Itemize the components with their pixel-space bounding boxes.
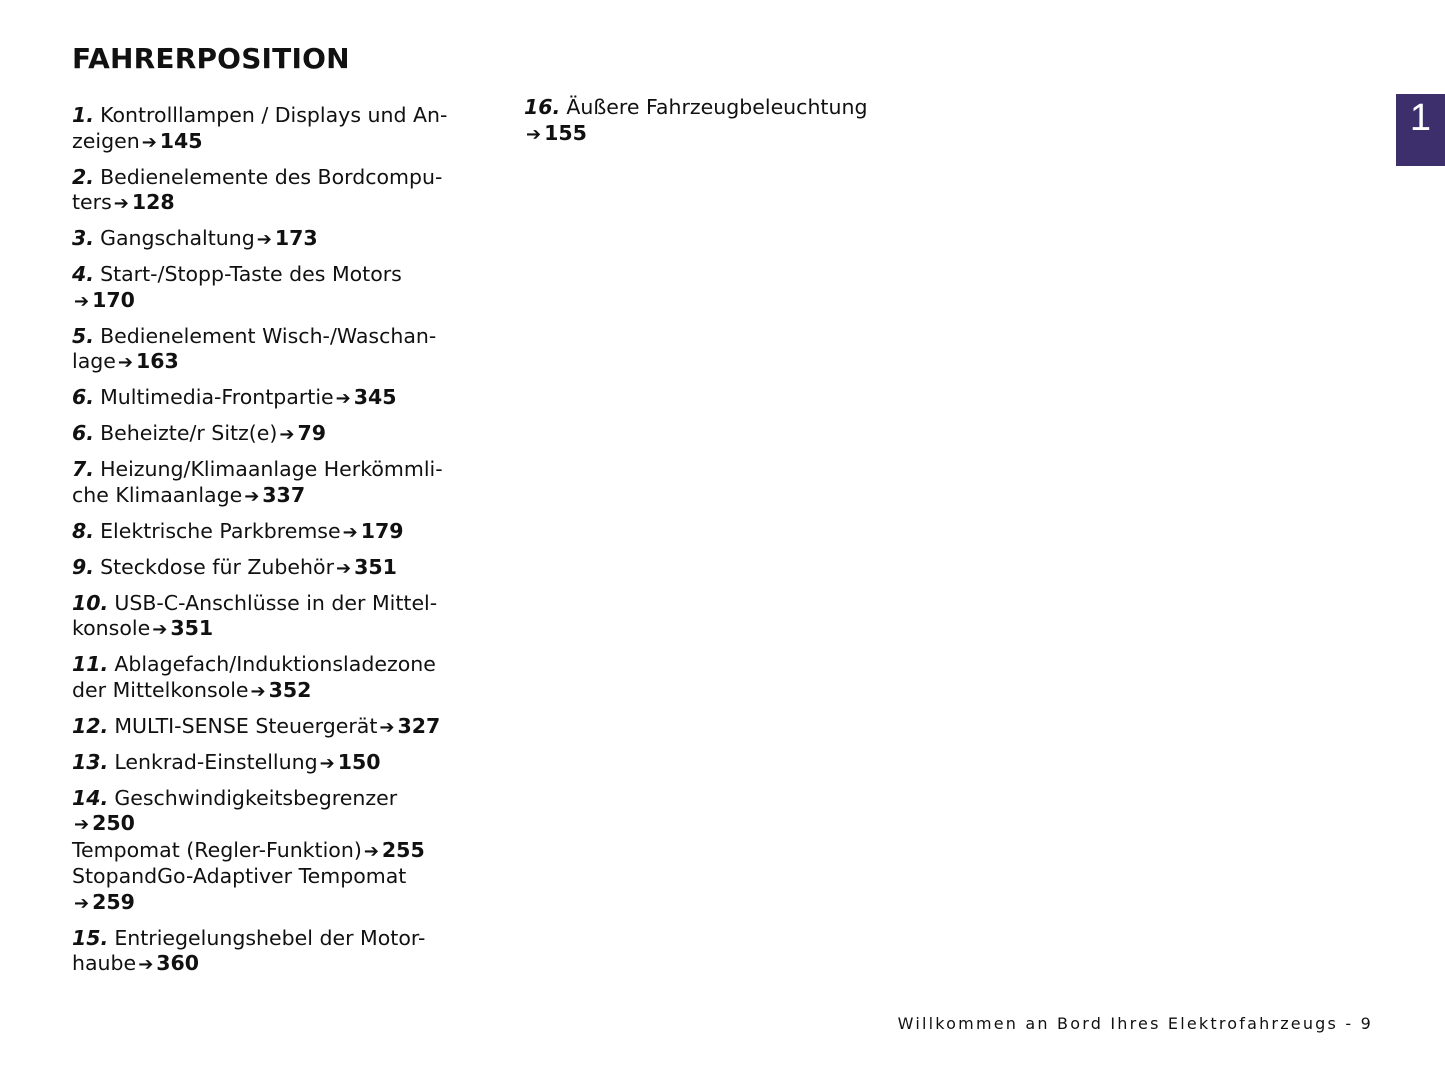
entry-number: 7.	[72, 457, 95, 481]
arrow-right-icon: ➔	[335, 388, 351, 409]
page-reference[interactable]: 337	[262, 482, 306, 507]
page-reference[interactable]: 255	[381, 837, 425, 862]
page-reference[interactable]: 345	[353, 385, 397, 409]
page-reference[interactable]: 351	[354, 554, 397, 579]
legend-entry-line	[72, 129, 482, 156]
entry-text: Multimedia-Frontpartie	[100, 385, 334, 409]
legend-entry-line	[72, 262, 482, 288]
legend-entry	[72, 385, 482, 412]
entry-text: Lenkrad-Einstellung	[114, 749, 318, 774]
arrow-right-icon: ➔	[117, 352, 133, 373]
entry-text: Steckdose für Zubehör	[100, 554, 335, 579]
legend-entry-line	[72, 786, 482, 812]
page-reference[interactable]: 170	[92, 287, 135, 312]
entry-text: Entriegelungshebel der Motor-	[114, 925, 426, 950]
entry-number: 5.	[72, 323, 95, 348]
entry-text: konsole	[72, 616, 151, 640]
arrow-right-icon: ➔	[250, 680, 266, 702]
page-reference[interactable]: 179	[360, 518, 404, 543]
page-reference[interactable]: 155	[544, 120, 587, 145]
legend-entry	[72, 652, 482, 704]
entry-text: Äußere Fahrzeugbeleuchtung	[566, 95, 868, 119]
entry-text: StopandGo-Adaptiver Tempomat	[72, 864, 407, 888]
page-reference[interactable]: 79	[297, 421, 327, 445]
arrow-right-icon: ➔	[152, 619, 168, 640]
legend-entry-line	[72, 678, 482, 705]
entry-text: Gangschaltung	[100, 226, 255, 250]
legend-entry-line	[72, 483, 482, 510]
legend-entry-line	[72, 385, 482, 412]
arrow-right-icon: ➔	[113, 193, 129, 214]
entry-text: Start-/Stopp-Taste des Motors	[100, 262, 402, 286]
entry-number: 14.	[72, 785, 109, 810]
legend-entry	[72, 421, 482, 448]
entry-number: 4.	[72, 262, 95, 286]
legend-entry-line	[72, 288, 482, 315]
arrow-right-icon: ➔	[74, 814, 90, 835]
entry-number: 9.	[72, 554, 95, 579]
legend-entry-line	[524, 95, 944, 121]
legend-entry-line	[72, 457, 482, 483]
legend-entry-line	[72, 714, 482, 741]
arrow-right-icon: ➔	[74, 892, 90, 914]
entry-text: ters	[72, 190, 112, 214]
legend-entry-line	[72, 421, 482, 448]
entry-number: 6.	[72, 421, 95, 445]
entry-text: USB-C-Anschlüsse in der Mittel-	[114, 590, 438, 615]
entry-number: 16.	[524, 95, 561, 119]
page-footer: Willkommen an Bord Ihres Elektrofahrzeugs - 9	[897, 1014, 1373, 1033]
legend-entry	[72, 262, 482, 314]
arrow-right-icon: ➔	[74, 290, 90, 312]
entry-number: 2.	[72, 164, 95, 189]
entry-number: 11.	[72, 652, 109, 676]
legend-entry	[72, 226, 482, 253]
page-reference[interactable]: 250	[92, 811, 135, 835]
arrow-right-icon: ➔	[342, 521, 358, 543]
legend-entry-line	[72, 890, 482, 917]
legend-entry-line	[72, 165, 482, 191]
entry-text: MULTI-SENSE Steuergerät	[114, 713, 378, 738]
legend-entry	[72, 324, 482, 376]
arrow-right-icon: ➔	[319, 752, 335, 774]
legend-entry-line	[72, 591, 482, 617]
arrow-right-icon: ➔	[141, 131, 157, 153]
arrow-right-icon: ➔	[244, 485, 260, 507]
entry-text: der Mittelkonsole	[72, 677, 249, 702]
legend-entry-line	[72, 811, 482, 838]
legend-entry-line	[72, 864, 482, 890]
entry-number: 10.	[72, 590, 109, 615]
entry-text: che Klimaanlage	[72, 482, 243, 507]
legend-entry	[524, 95, 944, 147]
legend-entry-line	[72, 190, 482, 217]
legend-entry	[72, 519, 482, 546]
legend-entry	[72, 165, 482, 217]
page-reference[interactable]: 351	[170, 616, 214, 640]
legend-entry-line	[72, 652, 482, 678]
legend-entry	[72, 750, 482, 777]
entry-text: Bedienelemente des Bordcompu-	[100, 164, 443, 189]
arrow-right-icon: ➔	[138, 954, 154, 975]
arrow-right-icon: ➔	[379, 716, 395, 738]
entry-text: Tempomat (Regler-Funktion)	[72, 837, 362, 862]
arrow-right-icon: ➔	[279, 424, 295, 445]
arrow-right-icon: ➔	[363, 840, 379, 862]
legend-entry-line	[72, 616, 482, 643]
entry-text: Ablagefach/Induktionsladezone	[114, 652, 436, 676]
entry-text: zeigen	[72, 128, 140, 153]
legend-entry	[72, 457, 482, 509]
page-reference[interactable]: 259	[92, 889, 135, 914]
page-reference[interactable]: 360	[156, 951, 200, 975]
entry-number: 13.	[72, 749, 109, 774]
entry-number: 8.	[72, 518, 95, 543]
legend-entry-line	[72, 324, 482, 350]
legend-entry-line	[72, 226, 482, 253]
right-column	[524, 95, 944, 157]
entry-text: Bedienelement Wisch-/Waschan-	[100, 323, 437, 348]
arrow-right-icon: ➔	[336, 557, 352, 579]
page-reference[interactable]: 173	[274, 226, 318, 250]
legend-entry	[72, 786, 482, 917]
legend-entry-line	[72, 926, 482, 952]
legend-entry-line	[72, 555, 482, 582]
arrow-right-icon: ➔	[526, 123, 542, 145]
legend-entry	[72, 591, 482, 643]
page-reference[interactable]: 145	[159, 128, 203, 153]
legend-entry	[72, 103, 482, 155]
entry-number: 15.	[72, 925, 109, 950]
legend-entry	[72, 555, 482, 582]
legend-entry-line	[72, 349, 482, 376]
page-reference[interactable]: 327	[397, 713, 441, 738]
left-column	[72, 103, 482, 987]
entry-text: Geschwindigkeitsbegrenzer	[114, 785, 398, 810]
page-title: FAHRERPOSITION	[72, 42, 350, 75]
page-reference[interactable]: 128	[131, 190, 175, 214]
entry-text: Heizung/Klimaanlage Herkömmli-	[100, 457, 443, 481]
entry-number: 12.	[72, 713, 109, 738]
legend-entry	[72, 714, 482, 741]
entry-text: Beheizte/r Sitz(e)	[100, 421, 278, 445]
page-reference[interactable]: 163	[135, 349, 179, 373]
legend-entry-line	[72, 103, 482, 129]
entry-number: 6.	[72, 385, 95, 409]
page-reference[interactable]: 352	[268, 677, 312, 702]
entry-number: 3.	[72, 226, 95, 250]
entry-text: Kontrolllampen / Displays und An-	[100, 103, 448, 127]
legend-entry-line	[72, 951, 482, 978]
legend-entry-line	[72, 750, 482, 777]
entry-text: lage	[72, 349, 116, 373]
entry-text: haube	[72, 951, 137, 975]
legend-entry-line	[524, 121, 944, 148]
chapter-tab: 1	[1396, 94, 1445, 166]
legend-entry-line	[72, 519, 482, 546]
arrow-right-icon: ➔	[256, 229, 272, 250]
legend-entry-line	[72, 838, 482, 865]
entry-text: Elektrische Parkbremse	[100, 518, 341, 543]
page-reference[interactable]: 150	[337, 749, 381, 774]
legend-entry	[72, 926, 482, 978]
entry-number: 1.	[72, 103, 95, 127]
